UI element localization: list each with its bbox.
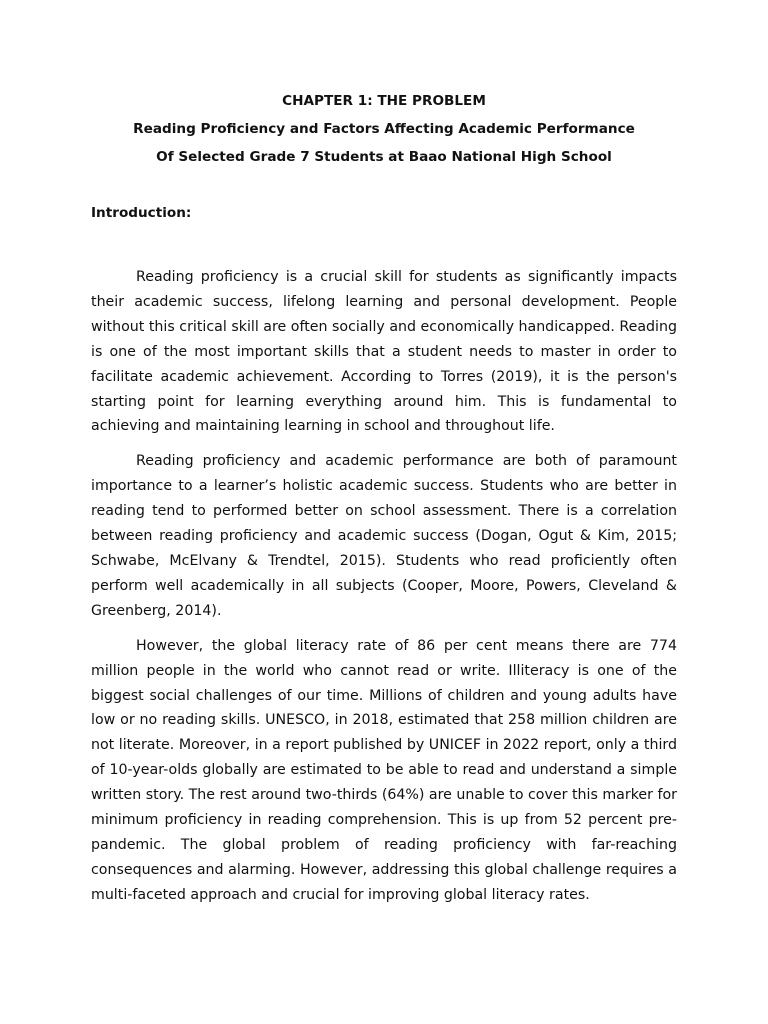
paragraph-1: Reading proficiency is a crucial skill for students as significantly impacts their academic success, lifelong learning and personal development. People without this critical skill are often socially and economically handicapped. Reading is one of the most important skills that a student needs to master in order to facilitate academic achievement. According to Torres (2019), it is the person's starting point for learning everything around him. This is fundamental to achieving and maintaining learning in school and throughout life. (91, 269, 677, 435)
document-title-line-2: Of Selected Grade 7 Students at Baao National High School (156, 149, 612, 165)
section-heading-introduction: Introduction: (91, 205, 192, 221)
document-title-line-1: Reading Proficiency and Factors Affecting Academic Performance (133, 121, 635, 137)
paragraph-2: Reading proficiency and academic performance are both of paramount importance to a learner’s holistic academic success. Students who are better in reading tend to performed better on school assessment. There is a correlation between reading proficiency and academic success (Dogan, Ogut & Kim, 2015; Schwabe, McElvany & Trendtel, 2015). Students who read proficiently often perform well academically in all subjects (Cooper, Moore, Powers, Cleveland & Greenberg, 2014). (91, 453, 677, 619)
chapter-title: CHAPTER 1: THE PROBLEM (282, 93, 486, 109)
document-body (91, 265, 677, 918)
paragraph-3: However, the global literacy rate of 86 per cent means there are 774 million people in the world who cannot read or write. Illiteracy is one of the biggest social challenges of our time. Millions of children and young adults have low or no reading skills. UNESCO, in 2018, estimated that 258 million children are not literate. Moreover, in a report published by UNICEF in 2022 report, only a third of 10-year-olds globally are estimated to be able to read and understand a simple written story. The rest around two-thirds (64%) are unable to cover this marker for minimum proficiency in reading comprehension. This is up from 52 percent pre-pandemic. The global problem of reading proficiency with far-reaching consequences and alarming. However, addressing this global challenge requires a multi-faceted approach and crucial for improving global literacy rates. (91, 637, 677, 903)
title-block (0, 91, 768, 175)
